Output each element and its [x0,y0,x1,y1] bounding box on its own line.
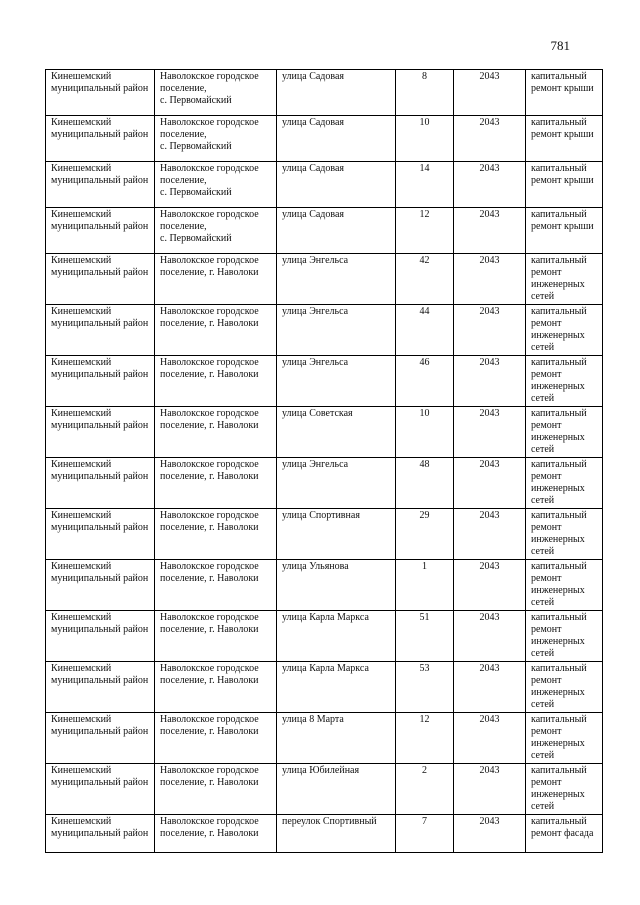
work-type-cell [526,116,603,162]
table-row [46,407,603,458]
house-number-cell [396,611,454,662]
street-cell [277,70,396,116]
year-cell [454,70,526,116]
district-cell-text: Кинешемский муниципальный район [51,306,149,329]
district-cell [46,560,155,611]
settlement-cell-text: Наволокское городское поселение, с. Первомайский [160,71,259,106]
street-cell [277,208,396,254]
table-row [46,70,603,116]
street-cell-text: улица Юбилейная [282,765,360,776]
year-cell-text: 2043 [479,510,500,521]
settlement-cell-text: Наволокское городское поселение, с. Первомайский [160,117,259,152]
district-cell [46,407,155,458]
work-type-cell [526,208,603,254]
work-type-cell [526,662,603,713]
street-cell-text: улица Энгельса [282,306,349,317]
settlement-cell-text: Наволокское городское поселение, с. Первомайский [160,163,259,198]
district-cell-text: Кинешемский муниципальный район [51,255,149,278]
house-number-cell [396,713,454,764]
settlement-cell [155,208,277,254]
street-cell-text: улица Спортивная [282,510,360,521]
district-cell [46,611,155,662]
year-cell [454,713,526,764]
table-row [46,254,603,305]
table-row [46,305,603,356]
district-cell-text: Кинешемский муниципальный район [51,816,149,839]
house-number-cell [396,356,454,407]
street-cell [277,254,396,305]
house-number-cell [396,407,454,458]
settlement-cell [155,162,277,208]
street-cell [277,764,396,815]
work-type-cell-text: капитальный ремонт инженерных сетей [531,714,587,761]
work-type-cell-text: капитальный ремонт инженерных сетей [531,612,587,659]
settlement-cell-text: Наволокское городское поселение, г. Наволоки [160,459,259,482]
work-type-cell [526,509,603,560]
work-type-cell-text: капитальный ремонт инженерных сетей [531,765,587,812]
settlement-cell-text: Наволокское городское поселение, г. Наволоки [160,306,259,329]
table-row [46,509,603,560]
settlement-cell [155,356,277,407]
street-cell [277,407,396,458]
house-number-cell [396,70,454,116]
work-type-cell [526,407,603,458]
street-cell-text: улица Ульянова [282,561,349,572]
settlement-cell [155,254,277,305]
year-cell [454,208,526,254]
work-type-cell-text: капитальный ремонт крыши [531,71,594,94]
settlement-cell [155,70,277,116]
year-cell [454,611,526,662]
street-cell-text: переулок Спортивный [282,816,377,827]
work-type-cell-text: капитальный ремонт инженерных сетей [531,357,587,404]
street-cell [277,713,396,764]
house-number-cell-text: 48 [419,459,430,470]
street-cell [277,611,396,662]
work-type-cell [526,70,603,116]
district-cell [46,70,155,116]
house-number-cell [396,305,454,356]
street-cell [277,116,396,162]
table-row [46,764,603,815]
street-cell [277,815,396,853]
year-cell-text: 2043 [479,612,500,623]
work-type-cell [526,560,603,611]
year-cell [454,815,526,853]
district-cell [46,815,155,853]
house-number-cell-text: 29 [419,510,430,521]
year-cell [454,662,526,713]
year-cell-text: 2043 [479,71,500,82]
year-cell [454,162,526,208]
street-cell-text: улица Энгельса [282,255,349,266]
street-cell-text: улица Энгельса [282,357,349,368]
year-cell-text: 2043 [479,561,500,572]
house-number-cell-text: 51 [419,612,430,623]
house-number-cell-text: 1 [422,561,427,572]
year-cell-text: 2043 [479,816,500,827]
district-cell [46,662,155,713]
house-number-cell-text: 2 [422,765,427,776]
work-type-cell-text: капитальный ремонт инженерных сетей [531,459,587,506]
work-type-cell [526,611,603,662]
street-cell-text: улица Карла Маркса [282,663,369,674]
settlement-cell-text: Наволокское городское поселение, г. Наволоки [160,765,259,788]
house-number-cell-text: 12 [419,209,430,220]
settlement-cell [155,662,277,713]
table-row [46,356,603,407]
work-type-cell-text: капитальный ремонт фасада [531,816,594,839]
table-row [46,713,603,764]
table-row [46,458,603,509]
settlement-cell [155,407,277,458]
year-cell-text: 2043 [479,663,500,674]
district-cell [46,713,155,764]
settlement-cell-text: Наволокское городское поселение, г. Наволоки [160,357,259,380]
street-cell [277,560,396,611]
year-cell [454,407,526,458]
year-cell-text: 2043 [479,117,500,128]
street-cell-text: улица Садовая [282,117,345,128]
table-row [46,560,603,611]
settlement-cell-text: Наволокское городское поселение, г. Наволоки [160,714,259,737]
house-number-cell-text: 10 [419,408,430,419]
work-type-cell [526,815,603,853]
district-cell-text: Кинешемский муниципальный район [51,663,149,686]
house-number-cell-text: 46 [419,357,430,368]
settlement-cell-text: Наволокское городское поселение, г. Наволоки [160,408,259,431]
table-row [46,662,603,713]
year-cell-text: 2043 [479,765,500,776]
district-cell [46,764,155,815]
settlement-cell-text: Наволокское городское поселение, г. Наволоки [160,561,259,584]
house-number-cell-text: 14 [419,163,430,174]
settlement-cell-text: Наволокское городское поселение, г. Наволоки [160,255,259,278]
work-type-cell [526,356,603,407]
year-cell-text: 2043 [479,163,500,174]
district-cell [46,162,155,208]
table-row [46,116,603,162]
district-cell-text: Кинешемский муниципальный район [51,408,149,431]
house-number-cell [396,162,454,208]
work-type-cell-text: капитальный ремонт инженерных сетей [531,510,587,557]
year-cell [454,458,526,509]
house-number-cell [396,509,454,560]
street-cell [277,509,396,560]
house-number-cell-text: 42 [419,255,430,266]
work-type-cell [526,458,603,509]
table-row [46,162,603,208]
work-type-cell-text: капитальный ремонт крыши [531,209,594,232]
house-number-cell [396,662,454,713]
work-type-cell [526,764,603,815]
year-cell-text: 2043 [479,357,500,368]
street-cell-text: улица Садовая [282,163,345,174]
street-cell-text: улица Карла Маркса [282,612,369,623]
work-type-cell-text: капитальный ремонт инженерных сетей [531,306,587,353]
district-cell-text: Кинешемский муниципальный район [51,714,149,737]
district-cell-text: Кинешемский муниципальный район [51,163,149,186]
house-number-cell-text: 10 [419,117,430,128]
work-type-cell-text: капитальный ремонт крыши [531,117,594,140]
house-number-cell [396,116,454,162]
street-cell [277,356,396,407]
street-cell-text: улица Садовая [282,71,345,82]
street-cell [277,162,396,208]
year-cell-text: 2043 [479,714,500,725]
work-type-cell [526,713,603,764]
year-cell [454,305,526,356]
district-cell-text: Кинешемский муниципальный район [51,561,149,584]
settlement-cell [155,611,277,662]
settlement-cell-text: Наволокское городское поселение, г. Наволоки [160,510,259,533]
district-cell [46,356,155,407]
year-cell-text: 2043 [479,408,500,419]
page-number: 781 [550,38,570,53]
settlement-cell [155,764,277,815]
settlement-cell [155,305,277,356]
settlement-cell-text: Наволокское городское поселение, с. Первомайский [160,209,259,244]
year-cell [454,560,526,611]
year-cell-text: 2043 [479,459,500,470]
district-cell-text: Кинешемский муниципальный район [51,612,149,635]
district-cell [46,254,155,305]
house-number-cell-text: 7 [422,816,427,827]
house-number-cell [396,815,454,853]
district-cell-text: Кинешемский муниципальный район [51,510,149,533]
work-type-cell-text: капитальный ремонт крыши [531,163,594,186]
house-number-cell [396,254,454,305]
work-type-cell [526,254,603,305]
settlement-cell [155,116,277,162]
district-cell [46,305,155,356]
street-cell-text: улица Энгельса [282,459,349,470]
settlement-cell-text: Наволокское городское поселение, г. Наволоки [160,816,259,839]
settlement-cell [155,713,277,764]
settlement-cell-text: Наволокское городское поселение, г. Наволоки [160,663,259,686]
district-cell [46,458,155,509]
street-cell [277,305,396,356]
year-cell [454,764,526,815]
house-number-cell [396,208,454,254]
street-cell-text: улица Советская [282,408,353,419]
table-body [46,70,603,853]
house-number-cell-text: 44 [419,306,430,317]
district-cell [46,509,155,560]
district-cell-text: Кинешемский муниципальный район [51,459,149,482]
year-cell-text: 2043 [479,306,500,317]
house-number-cell [396,764,454,815]
street-cell-text: улица Садовая [282,209,345,220]
settlement-cell [155,560,277,611]
year-cell-text: 2043 [479,255,500,266]
work-type-cell-text: капитальный ремонт инженерных сетей [531,408,587,455]
settlement-cell [155,509,277,560]
district-cell-text: Кинешемский муниципальный район [51,357,149,380]
house-number-cell [396,458,454,509]
year-cell [454,116,526,162]
table-row [46,611,603,662]
street-cell [277,458,396,509]
house-number-cell-text: 8 [422,71,427,82]
settlement-cell [155,458,277,509]
work-type-cell-text: капитальный ремонт инженерных сетей [531,255,587,302]
district-cell-text: Кинешемский муниципальный район [51,71,149,94]
work-type-cell [526,305,603,356]
repair-schedule-table [45,69,603,853]
district-cell-text: Кинешемский муниципальный район [51,117,149,140]
district-cell-text: Кинешемский муниципальный район [51,765,149,788]
year-cell-text: 2043 [479,209,500,220]
year-cell [454,356,526,407]
street-cell-text: улица 8 Марта [282,714,344,725]
district-cell [46,116,155,162]
street-cell [277,662,396,713]
district-cell [46,208,155,254]
district-cell-text: Кинешемский муниципальный район [51,209,149,232]
settlement-cell [155,815,277,853]
settlement-cell-text: Наволокское городское поселение, г. Наволоки [160,612,259,635]
work-type-cell-text: капитальный ремонт инженерных сетей [531,561,587,608]
work-type-cell-text: капитальный ремонт инженерных сетей [531,663,587,710]
year-cell [454,509,526,560]
house-number-cell [396,560,454,611]
table-row [46,815,603,853]
work-type-cell [526,162,603,208]
house-number-cell-text: 53 [419,663,430,674]
table-row [46,208,603,254]
house-number-cell-text: 12 [419,714,430,725]
year-cell [454,254,526,305]
